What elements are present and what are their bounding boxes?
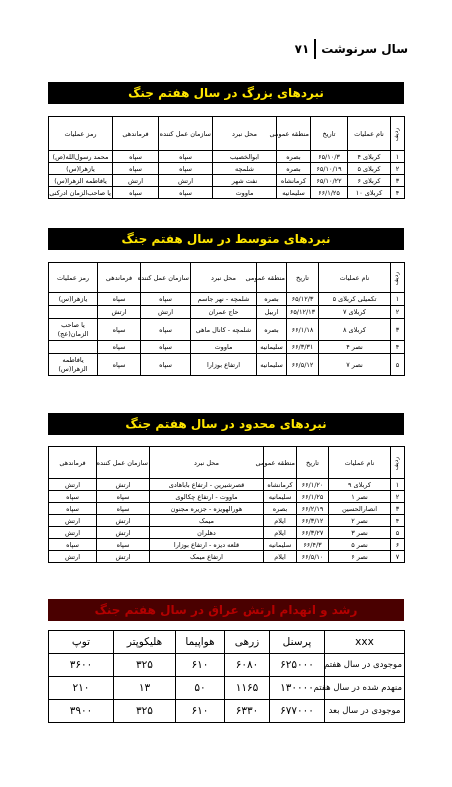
column-header: نام عملیات xyxy=(329,447,391,479)
table-cell: سپاه xyxy=(113,151,159,163)
table-cell: بصره xyxy=(264,503,297,515)
column-header: رمز عملیات xyxy=(49,263,98,293)
column-header: منطقه عمومی xyxy=(277,117,311,151)
table-row xyxy=(49,491,405,503)
table-cell: ۶۶/۱/۱۸ xyxy=(287,319,319,341)
table-cell: ۱ xyxy=(391,479,405,491)
table-cell: ۶۶/۳/۲۷ xyxy=(297,527,329,539)
page-header xyxy=(48,38,408,60)
column-header: سازمان عمل کننده xyxy=(97,447,150,479)
table-cell: ۴ xyxy=(391,515,405,527)
section-title-major-battles: نبردهای بزرگ در سال هفتم جنگ xyxy=(48,82,404,104)
header-divider xyxy=(314,39,316,59)
table-row xyxy=(49,319,405,341)
table-cell: بصره xyxy=(257,293,287,306)
table-cell: نصر ۶ xyxy=(329,551,391,563)
table-cell: دهلران xyxy=(150,527,264,539)
table-cell: ارتش xyxy=(49,551,97,563)
column-header xyxy=(391,117,405,151)
table-cell: کربلای ۹ xyxy=(329,479,391,491)
table-cell: ماووت xyxy=(213,187,277,199)
table-cell: یا صاحب الزمان(عج) xyxy=(49,319,98,341)
table-cell: کربلای ۸ xyxy=(319,319,391,341)
table-cell: سلیمانیه xyxy=(264,491,297,503)
table-cell: ۳ xyxy=(391,175,405,187)
table-cell: شلمچه - کانال ماهی xyxy=(191,319,257,341)
table-header-row xyxy=(49,631,405,654)
table-row xyxy=(49,341,405,354)
table-cell: ۶۷۷۰۰۰ xyxy=(270,700,325,723)
iraq-army-table xyxy=(48,630,405,723)
table-cell: حاج عمران xyxy=(191,306,257,319)
table-cell: ۲ xyxy=(391,163,405,175)
table-cell: سپاه xyxy=(98,319,141,341)
table-cell: ۵۰ xyxy=(176,677,225,700)
table-cell: ۶۶/۵/۱۰ xyxy=(297,551,329,563)
table-cell: ارتفاع بوزارا xyxy=(191,354,257,376)
page-number: ۷۱ xyxy=(294,42,310,56)
table-cell: بصره xyxy=(277,163,311,175)
column-header: منطقه عمومی xyxy=(264,447,297,479)
table-cell: قصرشیرین - ارتفاع باباهادی xyxy=(150,479,264,491)
table-row xyxy=(49,479,405,491)
table-cell: سلیمانیه xyxy=(277,187,311,199)
table-cell: یافاطمه الزهرا(س) xyxy=(49,354,98,376)
table-cell: سپاه xyxy=(49,539,97,551)
table-row xyxy=(49,503,405,515)
column-header: فرماندهی xyxy=(49,447,97,479)
table-cell: سپاه xyxy=(97,491,150,503)
table-cell xyxy=(49,341,98,354)
table-cell: ۴ xyxy=(391,187,405,199)
section-title-iraq-army-growth: رشد و انهدام ارتش عراق در سال هفتم جنگ xyxy=(48,599,404,621)
table-cell: بصره xyxy=(277,151,311,163)
table-cell: ۴ xyxy=(391,341,405,354)
table-cell: سپاه xyxy=(141,354,191,376)
table-cell: موجودی در سال هفتم xyxy=(325,654,405,677)
table-cell: سپاه xyxy=(159,163,213,175)
table-cell: سپاه xyxy=(141,293,191,306)
table-cell: ۳ xyxy=(391,319,405,341)
section-title-medium-battles: نبردهای متوسط در سال هفتم جنگ xyxy=(48,228,404,250)
table-cell: سپاه xyxy=(159,151,213,163)
table-cell: سپاه xyxy=(113,163,159,175)
table-cell: ارتش xyxy=(141,306,191,319)
table-cell: ۶۶/۲/۱۹ xyxy=(297,503,329,515)
column-header: xxx xyxy=(325,631,405,654)
table-cell: ارتش xyxy=(97,479,150,491)
table-row xyxy=(49,187,405,199)
table-cell: کربلای ۶ xyxy=(348,175,391,187)
table-cell: ۲ xyxy=(391,306,405,319)
column-header: محل نبرد xyxy=(150,447,264,479)
table-cell: سپاه xyxy=(98,293,141,306)
table-cell: موجودی در سال بعد xyxy=(325,700,405,723)
table-cell: ۷ xyxy=(391,551,405,563)
table-cell: ارتش xyxy=(97,527,150,539)
table-cell: ۱ xyxy=(391,151,405,163)
column-header-label: ردیف xyxy=(392,456,400,470)
table-cell: کربلای ۷ xyxy=(319,306,391,319)
table-cell: ۶۰۸۰ xyxy=(225,654,270,677)
table-cell: ۲۱۰ xyxy=(49,677,114,700)
section-title-limited-battles: نبردهای محدود در سال هفتم جنگ xyxy=(48,413,404,435)
major-battles-table xyxy=(48,116,405,199)
table-cell: سلیمانیه xyxy=(264,539,297,551)
table-cell: بصره xyxy=(257,319,287,341)
table-cell: اربیل xyxy=(257,306,287,319)
table-header-row xyxy=(49,117,405,151)
table-cell: ارتش xyxy=(98,306,141,319)
table-cell: سپاه xyxy=(98,341,141,354)
table-cell: ۶۶/۳/۱۲ xyxy=(297,515,329,527)
table-cell: ارتش xyxy=(113,175,159,187)
column-header: محل نبرد xyxy=(213,117,277,151)
column-header: تاریخ xyxy=(297,447,329,479)
table-cell: سپاه xyxy=(97,503,150,515)
table-cell: ۶۱۰ xyxy=(176,654,225,677)
table-cell: ۶۶/۵/۱۲ xyxy=(287,354,319,376)
table-cell: سپاه xyxy=(113,187,159,199)
table-cell: کربلای ۵ xyxy=(348,163,391,175)
table-cell: ایلام xyxy=(264,515,297,527)
table-cell: سپاه xyxy=(141,341,191,354)
table-cell: یا صاحب‌الزمان ادرکنی xyxy=(49,188,111,197)
table-cell: سلیمانیه xyxy=(257,341,287,354)
table-cell: یازهرا(س) xyxy=(49,163,113,175)
table-cell: سپاه xyxy=(159,187,213,199)
table-cell: ۶۶/۱/۲۵ xyxy=(311,187,348,199)
table-row xyxy=(49,306,405,319)
table-cell: ۶۵/۱۰/۲۲ xyxy=(311,175,348,187)
table-cell: میمک xyxy=(150,515,264,527)
table-cell: ۶۳۳۰ xyxy=(225,700,270,723)
table-cell: ۱۳۰۰۰۰ xyxy=(270,677,325,700)
table-cell: ماووت xyxy=(191,341,257,354)
table-cell: کرمانشاه xyxy=(264,479,297,491)
table-cell: سپاه xyxy=(98,354,141,376)
table-cell: ۶۱۰ xyxy=(176,700,225,723)
column-header: هلیکوپتر xyxy=(114,631,176,654)
table-cell: ۵ xyxy=(391,354,405,376)
table-cell: ۳۶۰۰ xyxy=(49,654,114,677)
book-title: سال سرنوشت xyxy=(321,42,408,56)
table-row xyxy=(49,539,405,551)
column-header: فرماندهی xyxy=(98,263,141,293)
table-cell: نصر ۲ xyxy=(329,515,391,527)
table-row xyxy=(49,654,405,677)
table-cell: ارتش xyxy=(159,175,213,187)
column-header: سازمان عمل کننده xyxy=(159,117,213,151)
table-cell: ابوالخصیب xyxy=(213,151,277,163)
table-cell: سپاه xyxy=(49,491,97,503)
table-header-row xyxy=(49,263,405,293)
table-row xyxy=(49,175,405,187)
table-cell: ۶۶/۱/۲۵ xyxy=(297,491,329,503)
table-cell: کربلای ۱۰ xyxy=(348,187,391,199)
table-cell: سپاه xyxy=(97,539,150,551)
table-cell: ۱۳ xyxy=(114,677,176,700)
table-cell: ۵ xyxy=(391,527,405,539)
table-cell: ارتش xyxy=(97,515,150,527)
table-cell: ۶۵/۱۲/۳ xyxy=(287,293,319,306)
table-cell: ایلام xyxy=(264,551,297,563)
table-row xyxy=(49,677,405,700)
column-header: توپ xyxy=(49,631,114,654)
table-cell: ۶۲۵۰۰۰ xyxy=(270,654,325,677)
table-cell: ارتفاع میمک xyxy=(150,551,264,563)
table-cell: نصر ۴ xyxy=(319,341,391,354)
column-header-label: ردیف xyxy=(392,271,400,285)
column-header-label: ردیف xyxy=(392,127,400,141)
table-cell: ۶۵/۱۲/۱۳ xyxy=(287,306,319,319)
table-cell: ۱ xyxy=(391,293,405,306)
table-cell: یازهرا(س) xyxy=(49,293,98,306)
table-cell xyxy=(49,306,98,319)
table-cell: سلیمانیه xyxy=(257,354,287,376)
table-header-row xyxy=(49,447,405,479)
table-cell: ارتش xyxy=(97,551,150,563)
column-header: هواپیما xyxy=(176,631,225,654)
table-cell: قلعه دیزه - ارتفاع بوزارا xyxy=(150,539,264,551)
table-cell: کرمانشاه xyxy=(277,175,311,187)
column-header xyxy=(391,263,405,293)
column-header: منطقه عمومی xyxy=(257,263,287,293)
table-cell: کربلای ۴ xyxy=(348,151,391,163)
column-header: تاریخ xyxy=(311,117,348,151)
column-header xyxy=(391,447,405,479)
table-row xyxy=(49,551,405,563)
column-header: رمز عملیات xyxy=(49,117,113,151)
table-cell: ۶۵/۱۰/۱۹ xyxy=(311,163,348,175)
table-cell: نصر ۱ xyxy=(329,491,391,503)
table-cell: منهدم شده در سال هفتم xyxy=(325,677,405,700)
table-cell: نفت شهر xyxy=(213,175,277,187)
table-row xyxy=(49,700,405,723)
table-cell: محمد رسول‌الله(ص) xyxy=(49,151,113,163)
table-cell: ۳ xyxy=(391,503,405,515)
table-cell: تکمیلی کربلای ۵ xyxy=(319,293,391,306)
table-cell: ۱۱۶۵ xyxy=(225,677,270,700)
table-cell: ۳۲۵ xyxy=(114,654,176,677)
table-row xyxy=(49,515,405,527)
table-cell: ۲ xyxy=(391,491,405,503)
limited-battles-table xyxy=(48,446,405,563)
table-cell: نصر ۵ xyxy=(329,539,391,551)
table-row xyxy=(49,163,405,175)
table-cell: ۶۶/۳/۳۱ xyxy=(287,341,319,354)
table-cell: ۳۹۰۰ xyxy=(49,700,114,723)
table-cell: ۶۶/۱/۲۰ xyxy=(297,479,329,491)
table-cell: ارتش xyxy=(49,515,97,527)
table-cell: نصر ۷ xyxy=(319,354,391,376)
table-cell: ایلام xyxy=(264,527,297,539)
column-header: نام عملیات xyxy=(319,263,391,293)
table-cell: ارتش xyxy=(49,479,97,491)
table-row xyxy=(49,354,405,376)
table-row xyxy=(49,151,405,163)
table-cell: ارتش xyxy=(49,527,97,539)
table-cell: ۳۲۵ xyxy=(114,700,176,723)
table-cell: سپاه xyxy=(141,319,191,341)
table-cell: شلمچه - نهر جاسم xyxy=(191,293,257,306)
table-cell: ۶۶/۴/۳ xyxy=(297,539,329,551)
column-header: سازمان عمل کننده xyxy=(141,263,191,293)
table-cell: سپاه xyxy=(49,503,97,515)
table-row xyxy=(49,527,405,539)
table-cell: ماووت - ارتفاع چکالوی xyxy=(150,491,264,503)
column-header: محل نبرد xyxy=(191,263,257,293)
table-cell: شلمچه xyxy=(213,163,277,175)
column-header: زرهی xyxy=(225,631,270,654)
table-cell: هورالهویزه - جزیره مجنون xyxy=(150,503,264,515)
table-row xyxy=(49,293,405,306)
table-cell: ۶ xyxy=(391,539,405,551)
column-header: پرسنل xyxy=(270,631,325,654)
table-cell: انصارالحسین xyxy=(329,503,391,515)
column-header: نام عملیات xyxy=(348,117,391,151)
column-header: تاریخ xyxy=(287,263,319,293)
medium-battles-table xyxy=(48,262,405,376)
table-cell: یافاطمه الزهرا(س) xyxy=(49,175,113,187)
table-cell: نصر ۳ xyxy=(329,527,391,539)
column-header: فرماندهی xyxy=(113,117,159,151)
table-cell: ۶۵/۱۰/۳ xyxy=(311,151,348,163)
